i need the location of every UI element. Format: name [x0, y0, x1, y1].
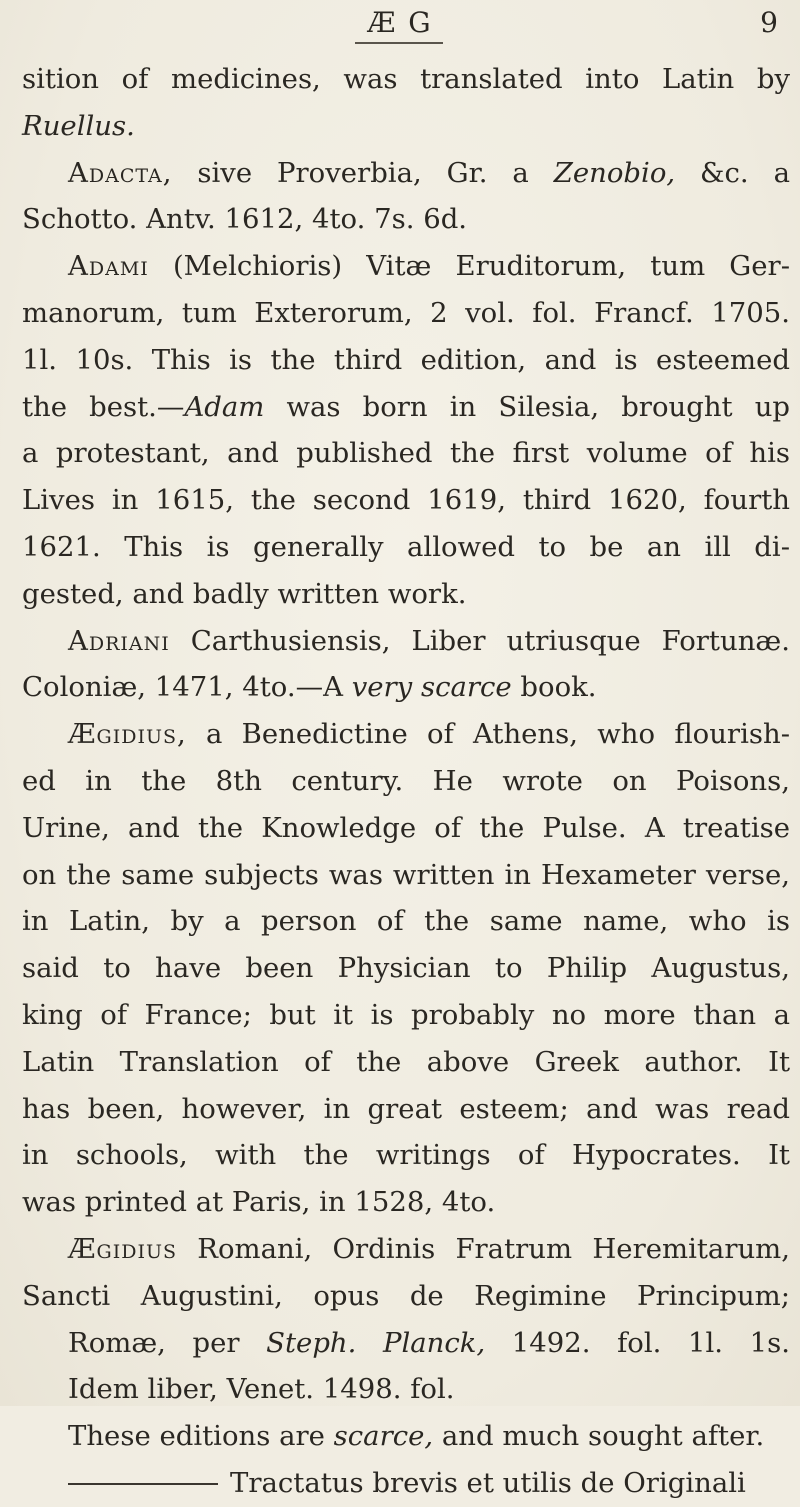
text-line: in schools, with the writings of Hypocrates. It [22, 1139, 790, 1172]
text-line: in Latin, by a person of the same name, who is [22, 905, 790, 938]
text-line: king of France; but it is probably no more than a [22, 998, 790, 1031]
text-line: These editions are scarce, and much sought after. [68, 1420, 765, 1453]
text-line: Coloniæ, 1471, 4to.—A very scarce book. [22, 671, 597, 704]
text-line: was printed at Paris, in 1528, 4to. [22, 1186, 496, 1219]
page-header [0, 6, 800, 46]
text-line: Ægidius Romani, Ordinis Fratrum Heremitarum, [68, 1232, 790, 1265]
text-line: Urine, and the Knowledge of the Pulse. A treatise [22, 811, 790, 844]
text-line: Adami (Melchioris) Vitæ Eruditorum, tum Ger- [68, 250, 790, 283]
text-line: has been, however, in great esteem; and was read [22, 1092, 790, 1125]
text-line: the best.—Adam was born in Silesia, brought up [22, 390, 791, 423]
text-line: Schotto. Antv. 1612, 4to. 7s. 6d. [22, 203, 468, 236]
running-head: Æ G [367, 6, 433, 39]
text-line: manorum, tum Exterorum, 2 vol. fol. Francf. 1705. [22, 296, 790, 329]
text-line: 1l. 10s. This is the third edition, and is esteemed [22, 343, 790, 376]
text-line: Adacta, sive Proverbia, Gr. a Zenobio, &c. a [68, 156, 791, 189]
text-line: Idem liber, Venet. 1498. fol. [68, 1373, 455, 1406]
text-line: Tractatus brevis et utilis de Originali [22, 1460, 790, 1507]
text-line: said to have been Physician to Philip Augustus, [22, 952, 790, 985]
text-line: Romæ, per Steph. Planck, 1492. fol. 1l. 1s. [68, 1326, 790, 1359]
text-line: gested, and badly written work. [22, 577, 467, 610]
text-line: Lives in 1615, the second 1619, third 1620, fourth [22, 484, 790, 517]
page-number: 9 [760, 6, 778, 39]
text-line: sition of medicines, was translated into Latin by [22, 63, 790, 95]
text-line: Adriani Carthusiensis, Liber utriusque Fortunæ. [68, 624, 790, 657]
text-line: 1621. This is generally allowed to be an ill di- [22, 530, 790, 563]
text-line: Sancti Augustini, opus de Regimine Principum; [22, 1279, 790, 1312]
text-line: Ruellus. [22, 109, 135, 142]
text-line: Latin Translation of the above Greek author. It [22, 1045, 790, 1078]
text-line: a protestant, and published the first volume of his [22, 437, 790, 470]
header-rule [355, 42, 443, 44]
text-line: ed in the 8th century. He wrote on Poisons, [22, 764, 790, 797]
text-line: on the same subjects was written in Hexameter verse, [22, 858, 790, 891]
text-line: Ægidius, a Benedictine of Athens, who flourish- [68, 718, 790, 751]
ditto-rule [68, 1483, 218, 1485]
body-text [22, 56, 790, 1507]
